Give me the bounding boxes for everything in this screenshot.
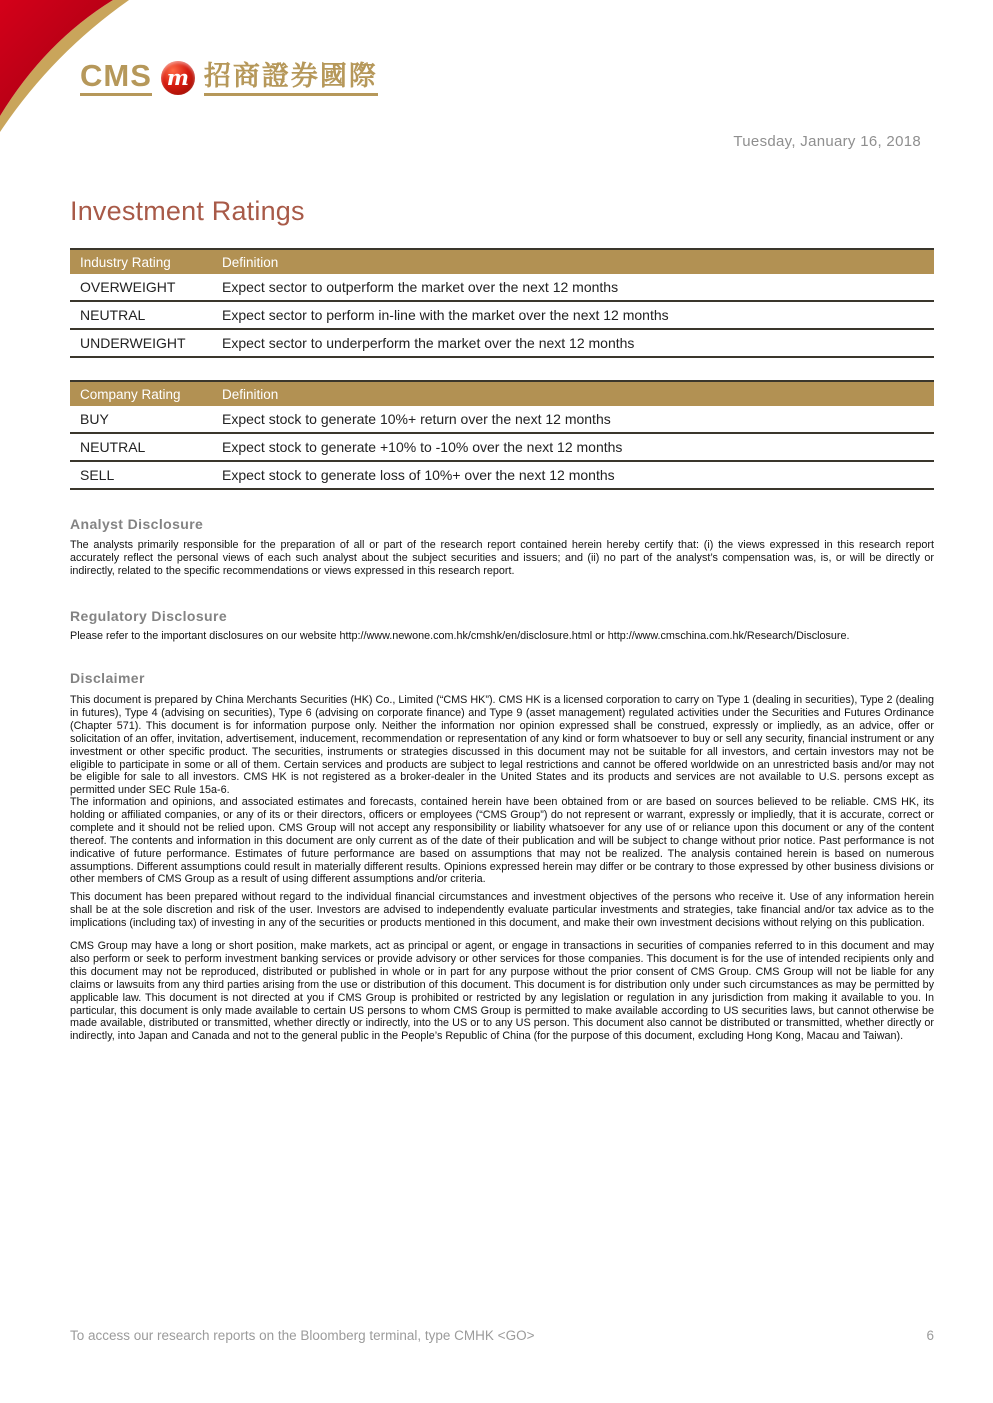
definition-cell: Expect stock to generate loss of 10%+ over the next 12 months xyxy=(212,461,934,489)
industry-rating-table xyxy=(70,248,934,358)
cms-logo-text: CMS xyxy=(80,60,152,96)
definition-cell: Expect sector to underperform the market over the next 12 months xyxy=(212,329,934,357)
disclaimer-paragraph-3: This document has been prepared without regard to the individual financial circumstances and investment objectives of the persons who receive it. Use of any information herein shall be at the sole discretion and risk of the user. Investors are advised to independently evaluate particular investments and strategies, take financial and/or tax advice as to the implications (including tax) of investing in any of the securities or products mentioned in this document, and make their own investment decisions without relying on this publication. xyxy=(70,891,934,929)
regulatory-text-mid: or xyxy=(592,630,608,642)
disclosure-url-cmschina[interactable]: http://www.cmschina.com.hk/Research/Disclosure xyxy=(607,630,847,642)
page-number: 6 xyxy=(926,1328,934,1343)
footer-bloomberg-note: To access our research reports on the Bloomberg terminal, type CMHK <GO> xyxy=(70,1328,535,1343)
rating-cell: NEUTRAL xyxy=(70,433,212,461)
table-row xyxy=(70,274,934,301)
company-rating-table xyxy=(70,380,934,490)
rating-cell: OVERWEIGHT xyxy=(80,279,176,295)
analyst-disclosure-heading: Analyst Disclosure xyxy=(70,516,204,532)
column-header: Company Rating xyxy=(70,381,212,406)
cms-logo-chinese-text: 招商證券國際 xyxy=(204,61,378,96)
regulatory-text-prefix: Please refer to the important disclosures on our website xyxy=(70,630,340,642)
disclaimer-paragraph-2: The information and opinions, and associated estimates and forecasts, contained herein have been obtained from or are based on sources believed to be reliable. CMS HK, its holding or affiliated companies, or any of its or their directors, officers or employees (“CMS Group”) do not represent or warrant, expressly or impliedly, that it is accurate, correct or complete and it should not be relied upon. CMS Group will not accept any responsibility or liability whatsoever for any use of or reliance upon this document or any of the content thereof. The contents and information in this document are only current as of the date of their publication and will be subject to change without prior notice. Past performance is not indicative of future performance. Estimates of future performance are based on assumptions that may not be realized. The analysis contained herein is based on numerous assumptions. Different assumptions could result in materially different results. Opinions expressed herein may differ or be contrary to those expressed by other business divisions or other members of CMS Group as a result of using different assumptions and/or criteria. xyxy=(70,796,934,886)
column-header: Definition xyxy=(212,381,934,406)
table-row xyxy=(70,329,934,357)
disclaimer-paragraph-1: This document is prepared by China Merchants Securities (HK) Co., Limited (“CMS HK”). CMS HK is a licensed corporation to carry on Type 1 (dealing in securities), Type 2 (dealing in futures), Type 4 (advising on securities), Type 6 (advising on corporate finance) and Type 9 (asset management) regulated activities under the Securities and Futures Ordinance (Chapter 571). This document is for information purpose only. Neither the information nor opinion expressed shall be construed, expressly or impliedly, as an advice, offer or solicitation of an offer, invitation, advertisement, inducement, recommendation or representation of any kind or form whatsoever to buy or sell any security, financial instrument or any investment or other specific product. The securities, instruments or strategies discussed in this document may not be suitable for all investors, and certain investors may not be eligible to participate in some or all of them. Certain services and products are subject to legal restrictions and cannot be offered worldwide on an unrestricted basis and/or may not be eligible for sale to all investors. CMS HK is not registered as a broker-dealer in the United States and its products and services are not available to U.S. persons except as permitted under SEC Rule 15a-6. xyxy=(70,694,934,797)
regulatory-text-suffix: . xyxy=(846,630,850,642)
definition-cell: Expect sector to perform in-line with the market over the next 12 months xyxy=(212,301,934,329)
table-row xyxy=(70,406,934,433)
rating-cell: NEUTRAL xyxy=(70,301,212,329)
definition-cell: Expect stock to generate 10%+ return over the next 12 months xyxy=(222,411,611,427)
disclaimer-paragraph-4: CMS Group may have a long or short position, make markets, act as principal or agent, or engage in transactions in securities of companies referred to in this document and may also perform or seek to perform investment banking services or provide advisory or other services for those companies. This document is for the use of intended recipients only and this document may not be reproduced, distributed or published in whole or in part for any purpose without the prior consent of CMS Group. CMS Group will not be liable for any claims or lawsuits from any third parties arising from the use or distribution of this document. This document is for distribution only under such circumstances as may be permitted by applicable law. This document is not directed at you if CMS Group is prohibited or restricted by any legislation or regulation in any jurisdiction from making it available to you. In particular, this document is only made available to certain US persons to whom CMS Group is permitted to make available according to US securities laws, but cannot otherwise be made available, distributed or transmitted, whether directly or indirectly, into the US or to any US person. This document also cannot be distributed or transmitted, whether directly or indirectly, into Japan and Canada and not to the general public in the People’s Republic of China (for the purpose of this document, excluding Hong Kong, Macau and Taiwan). xyxy=(70,940,934,1043)
column-header: Industry Rating xyxy=(70,249,212,274)
disclaimer-heading: Disclaimer xyxy=(70,670,145,686)
column-header: Definition xyxy=(212,249,934,274)
table-header-row xyxy=(70,249,934,274)
table-header-row xyxy=(70,381,934,406)
definition-cell: Expect sector to outperform the market over the next 12 months xyxy=(222,279,619,295)
rating-cell: SELL xyxy=(70,461,212,489)
table-row xyxy=(70,301,934,329)
rating-cell: BUY xyxy=(80,411,109,427)
page-title: Investment Ratings xyxy=(70,196,305,226)
definition-cell: Expect stock to generate +10% to -10% over the next 12 months xyxy=(212,433,934,461)
analyst-disclosure-text: The analysts primarily responsible for the preparation of all or part of the research report contained herein hereby certify that: (i) the views expressed in this research report accurately reflect the personal views of each such analyst about the subject securities and issuers; and (ii) no part of the analyst’s compensation was, is, or will be directly or indirectly, related to the specific recommendations or views expressed in this research report. xyxy=(70,539,934,577)
page-footer xyxy=(70,1328,934,1343)
report-date: Tuesday, January 16, 2018 xyxy=(733,133,921,150)
disclosure-url-newone[interactable]: http://www.newone.com.hk/cmshk/en/disclosure.html xyxy=(339,630,593,642)
cms-logo xyxy=(80,60,378,96)
table-row xyxy=(70,461,934,489)
rating-cell: UNDERWEIGHT xyxy=(70,329,212,357)
regulatory-disclosure-heading: Regulatory Disclosure xyxy=(70,608,227,624)
regulatory-disclosure-text xyxy=(70,630,934,643)
cms-m-icon: m xyxy=(161,61,195,95)
table-row xyxy=(70,433,934,461)
